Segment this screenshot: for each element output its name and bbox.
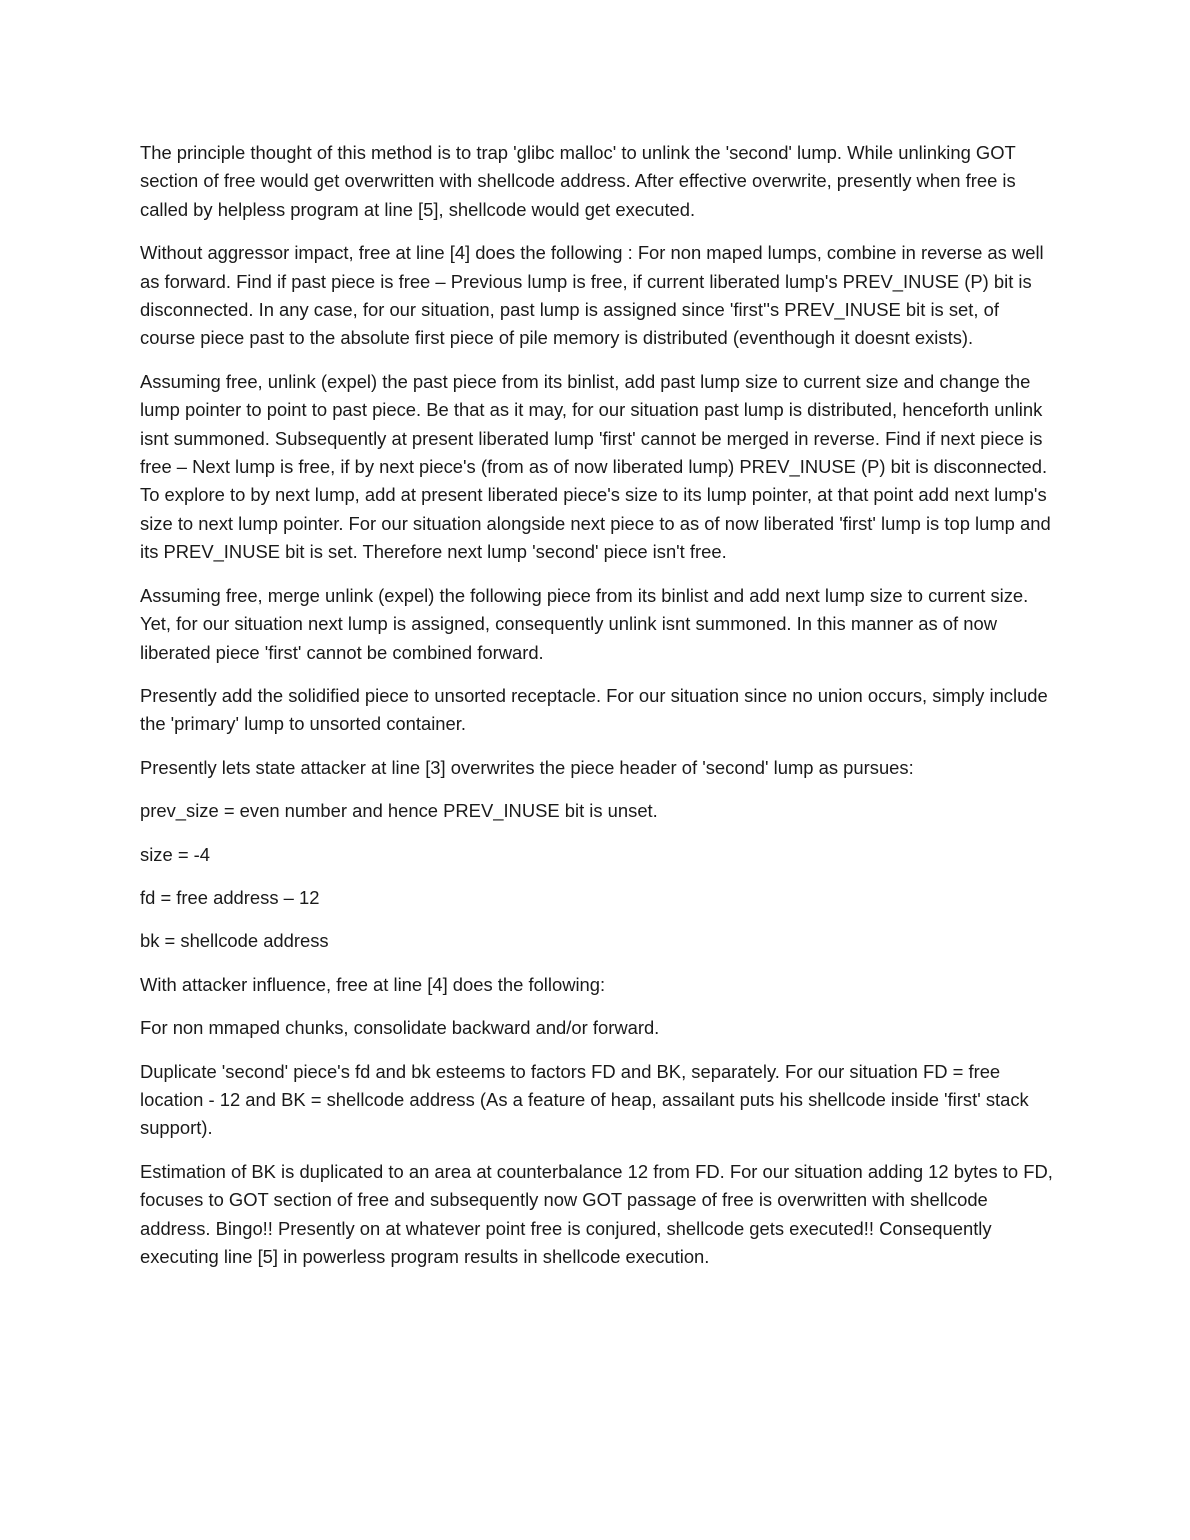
paragraph-assuming-free-merge: Assuming free, merge unlink (expel) the following piece from its binlist and add next lump size to current size. Yet, for our situation next lump is assigned, consequently unlink isnt summoned. In this manner as of now liberated piece 'first' cannot be combined forward. xyxy=(140,584,1029,663)
paragraph-prev-size: prev_size = even number and hence PREV_INUSE bit is unset. xyxy=(140,800,658,822)
paragraph-estimation-bk: Estimation of BK is duplicated to an area at counterbalance 12 from FD. For our situation adding 12 bytes to FD, focuses to GOT section of free and subsequently now GOT passage of free is overwritten with shellcode address. Bingo!! Presently on at whatever point free is conjured, shellcode gets executed!! Consequently executing line [5] in powerless program results in shellcode execution. xyxy=(140,1160,1053,1267)
paragraph-without-aggressor: Without aggressor impact, free at line [4] does the following : For non maped lumps, combine in reverse as well as forward. Find if past piece is free – Previous lump is free, if current liberated lump's PREV_INUSE (P) bit is disconnected. In any case, for our situation, past lump is assigned since 'first''s PREV_INUSE bit is set, of course piece past to the absolute first piece of pile memory is distributed (eventhough it doesnt exists). xyxy=(140,242,1044,349)
paragraph-bk: bk = shellcode address xyxy=(140,930,329,952)
paragraph-assuming-free-unlink: Assuming free, unlink (expel) the past piece from its binlist, add past lump size to current size and change the lump pointer to point to past piece. Be that as it may, for our situation past lump is distributed, henceforth unlink isnt summoned. Subsequently at present liberated lump 'first' cannot be merged in reverse. Find if next piece is free – Next lump is free, if by next piece's (from as of now liberated lump) PREV_INUSE (P) bit is disconnected. To explore to by next lump, add at present liberated piece's size to its lump pointer, at that point add next lump's size to next lump pointer. For our situation alongside next piece to as of now liberated 'first' lump is top lump and its PREV_INUSE bit is set. Therefore next lump 'second' piece isn't free. xyxy=(140,370,1051,563)
paragraph-intro: The principle thought of this method is to trap 'glibc malloc' to unlink the 'second' lump. While unlinking GOT section of free would get overwritten with shellcode address. After effective overwrite, presently when free is called by helpless program at line [5], shellcode would get executed. xyxy=(140,142,1016,220)
paragraph-attacker-influence: With attacker influence, free at line [4] does the following: xyxy=(140,973,606,995)
paragraph-unsorted-bin: Presently add the solidified piece to unsorted receptacle. For our situation since no union occurs, simply include the 'primary' lump to unsorted container. xyxy=(140,684,1048,735)
paragraph-fd: fd = free address – 12 xyxy=(140,886,320,908)
document-body xyxy=(140,139,1055,1286)
paragraph-attacker-overwrite: Presently lets state attacker at line [3] overwrites the piece header of 'second' lump as pursues: xyxy=(140,756,914,778)
paragraph-size: size = -4 xyxy=(140,843,211,865)
paragraph-duplicate-fd-bk: Duplicate 'second' piece's fd and bk esteems to factors FD and BK, separately. For our situation FD = free location - 12 and BK = shellcode address (As a feature of heap, assailant puts his shellcode inside 'first' stack support). xyxy=(140,1060,1029,1139)
paragraph-non-mmaped: For non mmaped chunks, consolidate backward and/or forward. xyxy=(140,1017,660,1039)
